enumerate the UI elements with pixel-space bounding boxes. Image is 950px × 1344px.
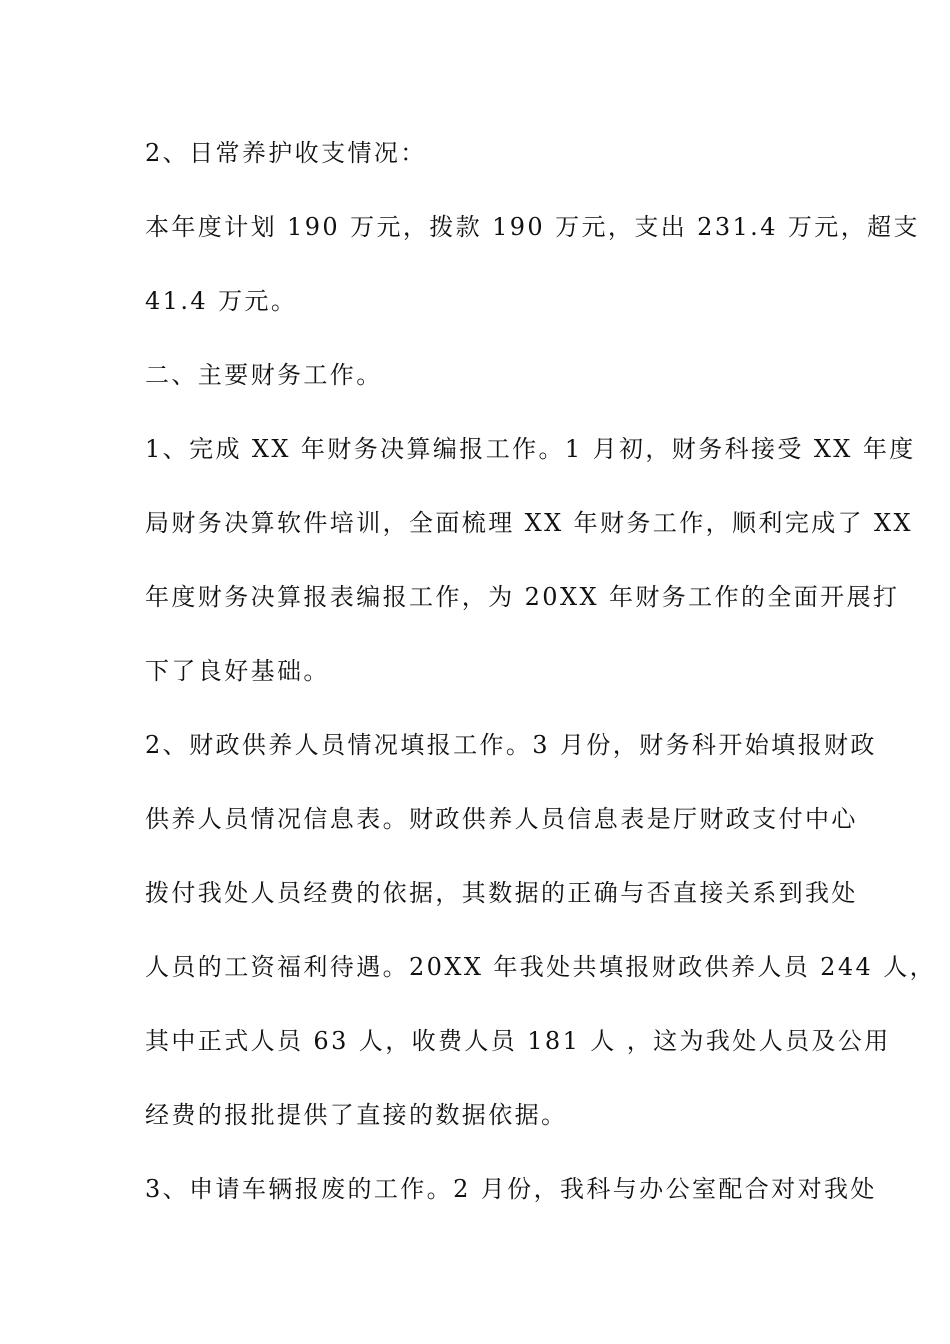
paragraph-line: 经费的报批提供了直接的数据依据。 [145, 1101, 568, 1129]
paragraph-line: 局财务决算软件培训，全面梳理 XX 年财务工作，顺利完成了 XX [145, 509, 914, 537]
paragraph-line: 下了良好基础。 [145, 657, 330, 685]
section-heading-maintenance: 2、日常养护收支情况： [145, 139, 427, 167]
section-heading-finance-work: 二、主要财务工作。 [145, 361, 383, 389]
paragraph-line: 本年度计划 190 万元，拨款 190 万元，支出 231.4 万元，超支 [145, 213, 920, 241]
paragraph-line: 人员的工资福利待遇。20XX 年我处共填报财政供养人员 244 人， [145, 953, 937, 981]
paragraph-line: 年度财务决算报表编报工作，为 20XX 年财务工作的全面开展打 [145, 583, 900, 611]
paragraph-line: 1、完成 XX 年财务决算编报工作。1 月初，财务科接受 XX 年度 [145, 435, 916, 463]
paragraph-line: 其中正式人员 63 人，收费人员 181 人 ，这为我处人员及公用 [145, 1027, 891, 1055]
paragraph-line: 41.4 万元。 [145, 287, 298, 315]
paragraph-line: 2、财政供养人员情况填报工作。3 月份，财务科开始填报财政 [145, 731, 877, 759]
paragraph-line: 拨付我处人员经费的依据，其数据的正确与否直接关系到我处 [145, 879, 858, 907]
paragraph-line: 3、申请车辆报废的工作。2 月份，我科与办公室配合对对我处 [145, 1175, 877, 1203]
paragraph-line: 供养人员情况信息表。财政供养人员信息表是厅财政支付中心 [145, 805, 858, 833]
